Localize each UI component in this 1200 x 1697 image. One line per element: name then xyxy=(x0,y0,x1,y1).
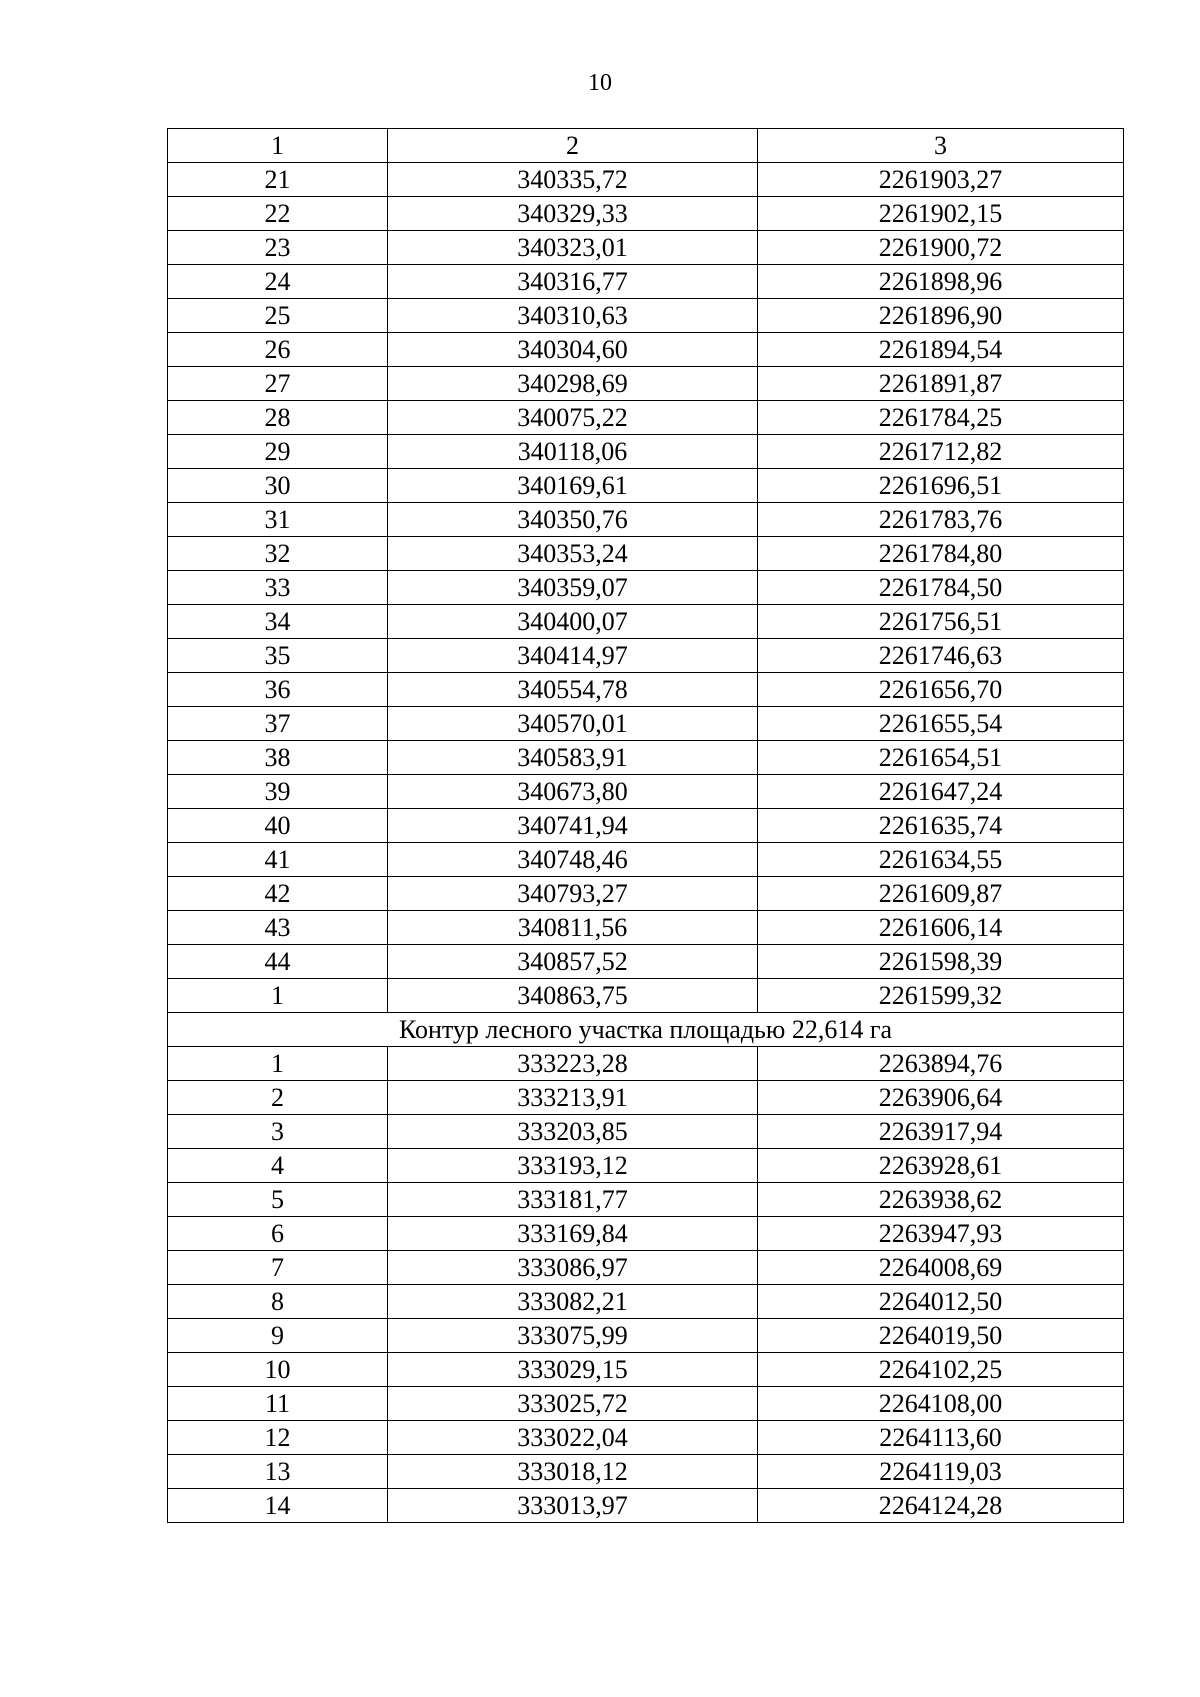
table-row xyxy=(168,1047,1124,1081)
table-row xyxy=(168,299,1124,333)
x-coordinate-cell: 340169,61 xyxy=(388,469,758,503)
table-row xyxy=(168,435,1124,469)
table-row xyxy=(168,197,1124,231)
point-number-cell: 1 xyxy=(168,1047,388,1081)
table-row xyxy=(168,1489,1124,1523)
section-row xyxy=(168,1013,1124,1047)
x-coordinate-cell: 340316,77 xyxy=(388,265,758,299)
table-row xyxy=(168,945,1124,979)
point-number-cell: 23 xyxy=(168,231,388,265)
table-row xyxy=(168,265,1124,299)
table-row xyxy=(168,1455,1124,1489)
y-coordinate-cell: 2261784,25 xyxy=(758,401,1124,435)
x-coordinate-cell: 340793,27 xyxy=(388,877,758,911)
y-coordinate-cell: 2263947,93 xyxy=(758,1217,1124,1251)
coordinates-table-body xyxy=(168,129,1124,1523)
x-coordinate-cell: 340741,94 xyxy=(388,809,758,843)
point-number-cell: 1 xyxy=(168,979,388,1013)
x-coordinate-cell: 333025,72 xyxy=(388,1387,758,1421)
point-number-cell: 3 xyxy=(168,1115,388,1149)
point-number-cell: 12 xyxy=(168,1421,388,1455)
point-number-cell: 4 xyxy=(168,1149,388,1183)
x-coordinate-cell: 340353,24 xyxy=(388,537,758,571)
table-row xyxy=(168,605,1124,639)
point-number-cell: 28 xyxy=(168,401,388,435)
point-number-cell: 10 xyxy=(168,1353,388,1387)
table-row xyxy=(168,537,1124,571)
y-coordinate-cell: 2261712,82 xyxy=(758,435,1124,469)
table-row xyxy=(168,503,1124,537)
x-coordinate-cell: 340583,91 xyxy=(388,741,758,775)
x-coordinate-cell: 340310,63 xyxy=(388,299,758,333)
point-number-cell: 43 xyxy=(168,911,388,945)
x-coordinate-cell: 333075,99 xyxy=(388,1319,758,1353)
x-coordinate-cell: 340811,56 xyxy=(388,911,758,945)
y-coordinate-cell: 2264012,50 xyxy=(758,1285,1124,1319)
point-number-cell: 38 xyxy=(168,741,388,775)
y-coordinate-cell: 2261900,72 xyxy=(758,231,1124,265)
column-header-y: 3 xyxy=(758,129,1124,163)
point-number-cell: 26 xyxy=(168,333,388,367)
table-row xyxy=(168,911,1124,945)
table-row xyxy=(168,1251,1124,1285)
y-coordinate-cell: 2264019,50 xyxy=(758,1319,1124,1353)
table-row xyxy=(168,1353,1124,1387)
point-number-cell: 41 xyxy=(168,843,388,877)
point-number-cell: 7 xyxy=(168,1251,388,1285)
table-row xyxy=(168,639,1124,673)
point-number-cell: 29 xyxy=(168,435,388,469)
x-coordinate-cell: 333086,97 xyxy=(388,1251,758,1285)
x-coordinate-cell: 340414,97 xyxy=(388,639,758,673)
x-coordinate-cell: 340075,22 xyxy=(388,401,758,435)
x-coordinate-cell: 333169,84 xyxy=(388,1217,758,1251)
y-coordinate-cell: 2261598,39 xyxy=(758,945,1124,979)
y-coordinate-cell: 2261898,96 xyxy=(758,265,1124,299)
point-number-cell: 21 xyxy=(168,163,388,197)
x-coordinate-cell: 340323,01 xyxy=(388,231,758,265)
y-coordinate-cell: 2264119,03 xyxy=(758,1455,1124,1489)
y-coordinate-cell: 2261896,90 xyxy=(758,299,1124,333)
table-row xyxy=(168,469,1124,503)
y-coordinate-cell: 2261903,27 xyxy=(758,163,1124,197)
y-coordinate-cell: 2263917,94 xyxy=(758,1115,1124,1149)
x-coordinate-cell: 340329,33 xyxy=(388,197,758,231)
point-number-cell: 35 xyxy=(168,639,388,673)
point-number-cell: 31 xyxy=(168,503,388,537)
x-coordinate-cell: 333013,97 xyxy=(388,1489,758,1523)
y-coordinate-cell: 2263928,61 xyxy=(758,1149,1124,1183)
point-number-cell: 14 xyxy=(168,1489,388,1523)
table-row xyxy=(168,1217,1124,1251)
point-number-cell: 9 xyxy=(168,1319,388,1353)
y-coordinate-cell: 2261784,80 xyxy=(758,537,1124,571)
y-coordinate-cell: 2261655,54 xyxy=(758,707,1124,741)
y-coordinate-cell: 2261606,14 xyxy=(758,911,1124,945)
y-coordinate-cell: 2261654,51 xyxy=(758,741,1124,775)
table-row xyxy=(168,877,1124,911)
y-coordinate-cell: 2261756,51 xyxy=(758,605,1124,639)
table-row xyxy=(168,401,1124,435)
point-number-cell: 36 xyxy=(168,673,388,707)
point-number-cell: 33 xyxy=(168,571,388,605)
table-row xyxy=(168,843,1124,877)
y-coordinate-cell: 2261902,15 xyxy=(758,197,1124,231)
table-row xyxy=(168,1421,1124,1455)
x-coordinate-cell: 333022,04 xyxy=(388,1421,758,1455)
x-coordinate-cell: 340335,72 xyxy=(388,163,758,197)
point-number-cell: 5 xyxy=(168,1183,388,1217)
table-row xyxy=(168,775,1124,809)
x-coordinate-cell: 333029,15 xyxy=(388,1353,758,1387)
y-coordinate-cell: 2261635,74 xyxy=(758,809,1124,843)
point-number-cell: 24 xyxy=(168,265,388,299)
y-coordinate-cell: 2264108,00 xyxy=(758,1387,1124,1421)
table-row xyxy=(168,707,1124,741)
x-coordinate-cell: 340748,46 xyxy=(388,843,758,877)
x-coordinate-cell: 340863,75 xyxy=(388,979,758,1013)
x-coordinate-cell: 340673,80 xyxy=(388,775,758,809)
x-coordinate-cell: 333181,77 xyxy=(388,1183,758,1217)
table-row xyxy=(168,571,1124,605)
y-coordinate-cell: 2261609,87 xyxy=(758,877,1124,911)
section-title: Контур лесного участка площадью 22,614 га xyxy=(168,1013,1124,1047)
table-row xyxy=(168,1285,1124,1319)
x-coordinate-cell: 340570,01 xyxy=(388,707,758,741)
x-coordinate-cell: 340554,78 xyxy=(388,673,758,707)
point-number-cell: 44 xyxy=(168,945,388,979)
x-coordinate-cell: 340350,76 xyxy=(388,503,758,537)
y-coordinate-cell: 2263894,76 xyxy=(758,1047,1124,1081)
y-coordinate-cell: 2261656,70 xyxy=(758,673,1124,707)
point-number-cell: 37 xyxy=(168,707,388,741)
y-coordinate-cell: 2261784,50 xyxy=(758,571,1124,605)
point-number-cell: 22 xyxy=(168,197,388,231)
page-number: 10 xyxy=(588,70,612,96)
table-header-row xyxy=(168,129,1124,163)
point-number-cell: 13 xyxy=(168,1455,388,1489)
column-header-x: 2 xyxy=(388,129,758,163)
table-row xyxy=(168,673,1124,707)
x-coordinate-cell: 333203,85 xyxy=(388,1115,758,1149)
y-coordinate-cell: 2263906,64 xyxy=(758,1081,1124,1115)
x-coordinate-cell: 333223,28 xyxy=(388,1047,758,1081)
y-coordinate-cell: 2263938,62 xyxy=(758,1183,1124,1217)
x-coordinate-cell: 340359,07 xyxy=(388,571,758,605)
table-row xyxy=(168,163,1124,197)
y-coordinate-cell: 2261599,32 xyxy=(758,979,1124,1013)
point-number-cell: 11 xyxy=(168,1387,388,1421)
x-coordinate-cell: 340298,69 xyxy=(388,367,758,401)
coordinates-table xyxy=(167,128,1124,1523)
point-number-cell: 40 xyxy=(168,809,388,843)
x-coordinate-cell: 340857,52 xyxy=(388,945,758,979)
y-coordinate-cell: 2264102,25 xyxy=(758,1353,1124,1387)
x-coordinate-cell: 340118,06 xyxy=(388,435,758,469)
x-coordinate-cell: 340400,07 xyxy=(388,605,758,639)
table-row xyxy=(168,231,1124,265)
point-number-cell: 34 xyxy=(168,605,388,639)
y-coordinate-cell: 2264124,28 xyxy=(758,1489,1124,1523)
table-row xyxy=(168,1081,1124,1115)
point-number-cell: 42 xyxy=(168,877,388,911)
y-coordinate-cell: 2264008,69 xyxy=(758,1251,1124,1285)
point-number-cell: 6 xyxy=(168,1217,388,1251)
point-number-cell: 30 xyxy=(168,469,388,503)
table-row xyxy=(168,1149,1124,1183)
y-coordinate-cell: 2261894,54 xyxy=(758,333,1124,367)
y-coordinate-cell: 2261696,51 xyxy=(758,469,1124,503)
x-coordinate-cell: 333082,21 xyxy=(388,1285,758,1319)
point-number-cell: 39 xyxy=(168,775,388,809)
x-coordinate-cell: 333213,91 xyxy=(388,1081,758,1115)
y-coordinate-cell: 2261783,76 xyxy=(758,503,1124,537)
table-row xyxy=(168,741,1124,775)
table-row xyxy=(168,979,1124,1013)
x-coordinate-cell: 333193,12 xyxy=(388,1149,758,1183)
y-coordinate-cell: 2261746,63 xyxy=(758,639,1124,673)
y-coordinate-cell: 2261891,87 xyxy=(758,367,1124,401)
y-coordinate-cell: 2261647,24 xyxy=(758,775,1124,809)
column-header-point: 1 xyxy=(168,129,388,163)
table-row xyxy=(168,1115,1124,1149)
point-number-cell: 25 xyxy=(168,299,388,333)
y-coordinate-cell: 2264113,60 xyxy=(758,1421,1124,1455)
point-number-cell: 27 xyxy=(168,367,388,401)
x-coordinate-cell: 333018,12 xyxy=(388,1455,758,1489)
table-row xyxy=(168,1183,1124,1217)
table-row xyxy=(168,333,1124,367)
point-number-cell: 2 xyxy=(168,1081,388,1115)
table-row xyxy=(168,367,1124,401)
point-number-cell: 8 xyxy=(168,1285,388,1319)
y-coordinate-cell: 2261634,55 xyxy=(758,843,1124,877)
x-coordinate-cell: 340304,60 xyxy=(388,333,758,367)
point-number-cell: 32 xyxy=(168,537,388,571)
table-row xyxy=(168,1387,1124,1421)
table-row xyxy=(168,1319,1124,1353)
table-row xyxy=(168,809,1124,843)
